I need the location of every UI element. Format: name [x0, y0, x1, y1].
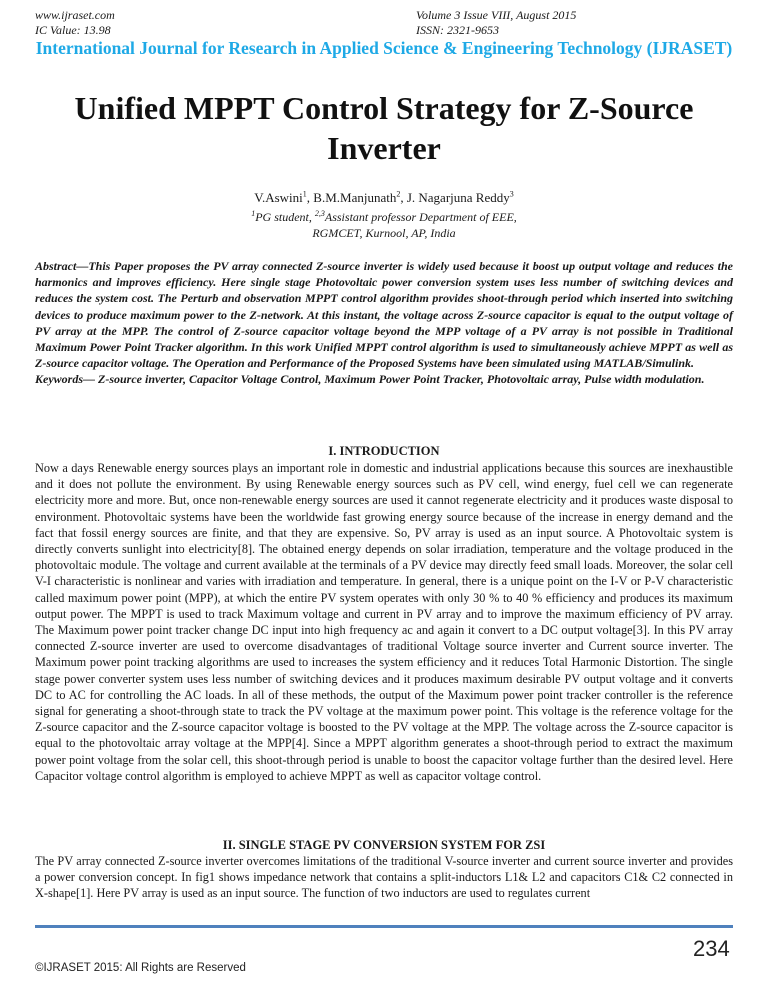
- author-sup: 2: [396, 189, 401, 199]
- introduction-body: [35, 460, 733, 784]
- affiliation: [35, 209, 733, 241]
- page-number: 234: [693, 936, 730, 961]
- author-name: J. Nagarjuna Reddy: [406, 190, 510, 205]
- author-name: B.M.Manjunath: [313, 190, 397, 205]
- header-left: [35, 8, 115, 38]
- footer-rule: [35, 925, 733, 928]
- abstract-text: Abstract—This Paper proposes the PV array connected Z-source inverter is widely used because it boost up output voltage and reduces the harmonics and improves efficiency. Here single stage Photovoltaic power conversion system uses less number of switching devices and reduces the system cost. The Perturb and observation MPPT control algorithm provides shoot-through period which inserted into switching devices to produce maximum power to the Z-network. At this instant, the voltage across Z-source capacitor is equal to the output voltage of PV array at the MPP. The control of Z-source capacitor voltage beyond the MPP voltage of a PV array is not possible in Traditional Maximum Power Point Tracker algorithm. In this work Unified MPPT control algorithm is used to simultaneously achieve MPPT as well as Z-source capacitor voltage. The Operation and Performance of the Proposed Systems have been simulated using MATLAB/Simulink.: [35, 259, 733, 371]
- keywords-text: Keywords— Z-source inverter, Capacitor Voltage Control, Maximum Power Point Tracker, Photovoltaic array, Pulse width modulation.: [35, 372, 705, 387]
- affil-sup: 1: [251, 209, 256, 218]
- copyright-notice: ©IJRASET 2015: All Rights are Reserved: [35, 962, 246, 974]
- volume-issue: Volume 3 Issue VIII, August 2015: [416, 8, 577, 22]
- affil-sup: 2,3: [314, 209, 325, 218]
- section2-paragraph: The PV array connected Z-source inverter overcomes limitations of the traditional V-source inverter and current source inverter and provides a power conversion concept. In fig1 shows impedance network that contains a split-inductors L1& L2 and capacitors C1& C2 connected in X-shape[1]. Here PV array is used as an input source. The function of two inductors are used to regulates current: [35, 854, 733, 901]
- abstract-block: [35, 258, 733, 388]
- journal-name: International Journal for Research in Applied Science & Engineering Technology (IJRASET): [35, 38, 733, 58]
- author-name: V.Aswini: [254, 190, 303, 205]
- journal-website: www.ijraset.com: [35, 8, 115, 22]
- paper-title: Unified MPPT Control Strategy for Z-Source Inverter: [74, 90, 694, 166]
- section2-body: [35, 853, 733, 902]
- ic-value: IC Value: 13.98: [35, 23, 111, 37]
- author-list: V.Aswini$^1$, B.M.Manjunath$^2$, J. Nagarjuna Reddy$^3$: [254, 189, 514, 205]
- affil-role-2: Assistant professor Department of EEE,: [324, 210, 517, 224]
- introduction-paragraph: Now a days Renewable energy sources plays an important role in domestic and industrial applications because this sources are inexhaustible and it does not pollute the environment. By using Renewable energy sources such as PV cell, wind energy, fuel cell we can regenerate electricity more and more. But, once non-renewable energy sources are used it cannot regenerate electricity and it produces waste disposal to environment. Photovoltaic systems have been the worldwide fast growing energy source because of the increase in energy demand and the fact that fossil energy sources are finite, and that they are expensive. So, PV array is used as an input source. A Photovoltaic system is directly converts sunlight into electricity[8]. The obtained energy depends on solar irradiation, temperature and the voltage produced in the photovoltaic module. The voltage and current available at the terminals of a PV device may directly feed small loads. Moreover, the solar cell V-I characteristic is nonlinear and varies with irradiation and temperature. In general, there is a unique point on the I-V or P-V characteristic called maximum power point (MPP), at which the entire PV system operates with only 30 % to 40 % efficiency and produces its maximum output power. The MPPT is used to track Maximum voltage and current in PV array and to improve the maximum efficiency of PV array. The Maximum power point tracker change DC input into high frequency ac and again it convert to a DC output voltage[3]. In this PV array connected Z-source inverter are used to overcome disadvantages of traditional Voltage source inverter and Current source inverter. The Maximum power point tracking algorithms are used to increases the system efficiency and it reduces Total Harmonic Distortion. The single stage power converter system uses less number of switching devices and it produces maximum desirable PV output voltage and it converts DC to AC for controlling the AC loads. In all of these methods, the output of the Maximum power point tracker controller is the reference signal for generating a shoot-through state to track the PV voltage at the maximum power point. This voltage is the reference voltage for the Z-source capacitor and the Z-source capacitor voltage is boosted to the PV voltage at the MPP. The voltage across the Z-source capacitor is equal to the photovoltaic array voltage at the MPP[4]. Since a MPPT algorithm generates a shoot-through period to extract the maximum power point voltage from the solar cell, this shoot-through period is unable to boost the capacitor voltage further than the desired level. Here Capacitor voltage control algorithm is employed to achieve MPPT as well as capacitor voltage control.: [35, 461, 733, 783]
- header-right: [416, 8, 576, 38]
- section-heading-introduction: I. INTRODUCTION: [328, 444, 440, 458]
- author-sup: 1: [302, 189, 307, 199]
- section-heading-single-stage: II. SINGLE STAGE PV CONVERSION SYSTEM FOR ZSI: [222, 838, 546, 852]
- issn: ISSN: 2321-9653: [416, 23, 499, 37]
- author-sup: 3: [509, 189, 514, 199]
- affil-role-1: PG student,: [255, 210, 315, 224]
- affil-institution: RGMCET, Kurnool, AP, India: [312, 226, 456, 240]
